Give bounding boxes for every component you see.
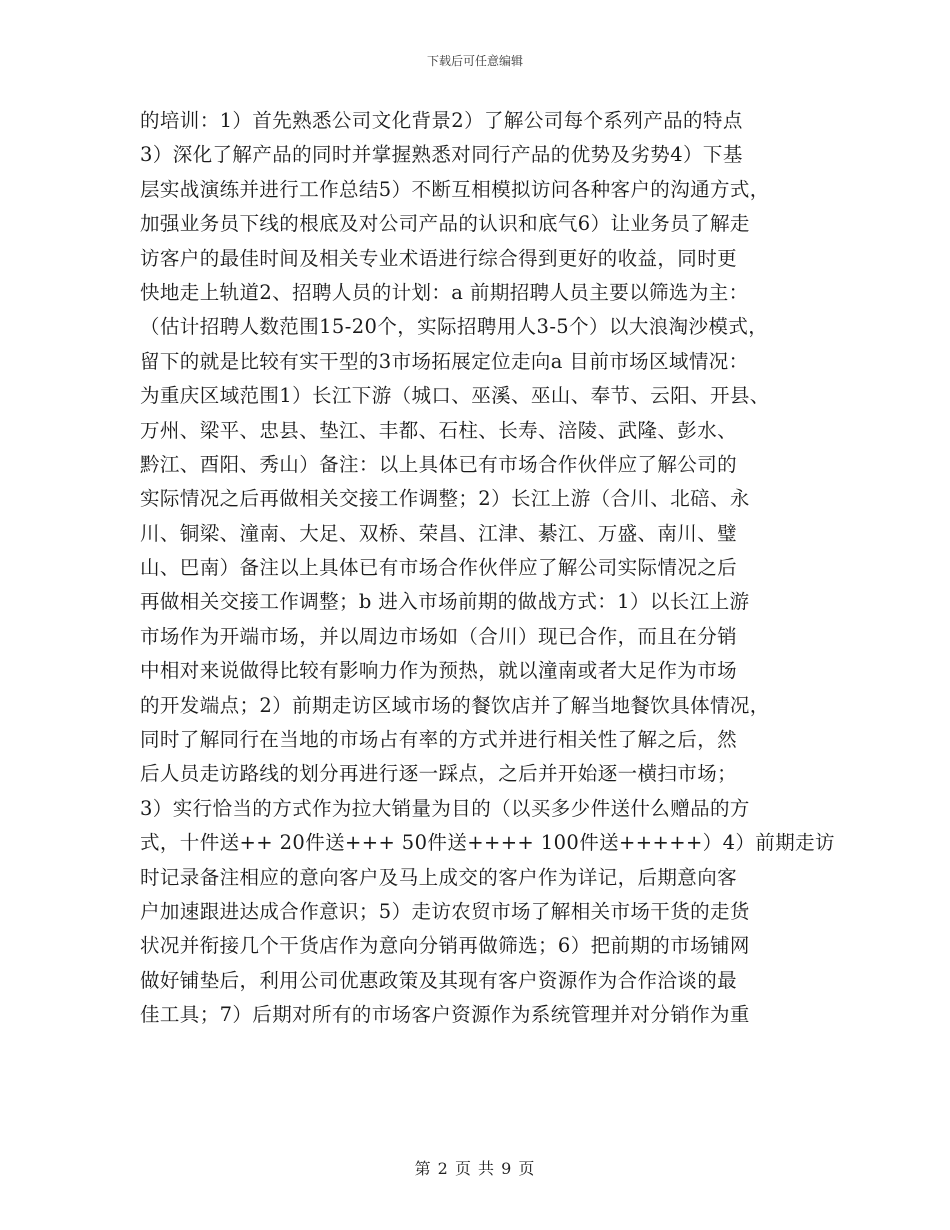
text-line: 状况并衔接几个干货店作为意向分销再做筛选；6）把前期的市场铺网 [140,934,750,958]
text-line: （估计招聘人数范围15-20个，实际招聘用人3-5个）以大浪淘沙模式， [140,315,769,339]
text-line: 佳工具；7）后期对所有的市场客户资源作为系统管理并对分销作为重 [140,1003,750,1027]
text-line: 时记录备注相应的意向客户及马上成交的客户作为详记，后期意向客 [140,865,738,889]
text-line: 3）实行恰当的方式作为拉大销量为目的（以买多少件送什么赠品的方 [140,796,750,820]
text-line: 中相对来说做得比较有影响力作为预热，就以潼南或者大足作为市场 [140,659,738,683]
text-line: 加强业务员下线的根底及对公司产品的认识和底气6）让业务员了解走 [140,212,750,236]
text-line: 做好铺垫后，利用公司优惠政策及其现有客户资源作为合作洽谈的最 [140,968,738,992]
text-line: 为重庆区域范围1）长江下游（城口、巫溪、巫山、奉节、云阳、开县、 [140,384,770,408]
text-line: 3）深化了解产品的同时并掌握熟悉对同行产品的优势及劣势4）下基 [140,143,743,167]
text-line: 黔江、酉阳、秀山）备注：以上具体已有市场合作伙伴应了解公司的 [140,452,738,476]
page-header: 下载后可任意编辑 [426,54,523,68]
text-line: 同时了解同行在当地的市场占有率的方式并进行相关性了解之后，然 [140,728,738,752]
text-line: 的开发端点；2）前期走访区域市场的餐饮店并了解当地餐饮具体情况， [140,693,770,717]
text-line: 访客户的最佳时间及相关专业术语进行综合得到更好的收益，同时更 [140,246,738,270]
document-body [140,104,835,1033]
page-number: 第 2 页 共 9 页 [414,1159,536,1178]
text-line: 户加速跟进达成合作意识；5）走访农贸市场了解相关市场干货的走货 [140,899,750,923]
text-line: 川、铜梁、潼南、大足、双桥、荣昌、江津、綦江、万盛、南川、璧 [140,521,738,545]
text-line: 后人员走访路线的划分再进行逐一踩点，之后并开始逐一横扫市场； [140,762,738,786]
text-line: 实际情况之后再做相关交接工作调整；2）长江上游（合川、北碚、永 [140,487,750,511]
text-line: 式，十件送++ 20件送+++ 50件送++++ 100件送+++++）4）前期走访 [140,831,835,855]
text-line: 山、巴南）备注以上具体已有市场合作伙伴应了解公司实际情况之后 [140,556,738,580]
text-line: 的培训：1）首先熟悉公司文化背景2）了解公司每个系列产品的特点 [140,109,743,132]
text-line: 层实战演练并进行工作总结5）不断互相模拟访问各种客户的沟通方式， [140,177,770,201]
text-line: 再做相关交接工作调整；b 进入市场前期的做战方式：1）以长江上游 [140,590,750,614]
text-line: 留下的就是比较有实干型的3市场拓展定位走向a 目前市场区域情况： [140,349,749,373]
text-line: 市场作为开端市场，并以周边市场如（合川）现已合作，而且在分销 [140,624,738,648]
text-line: 快地走上轨道2、招聘人员的计划：a 前期招聘人员主要以筛选为主： [140,280,749,304]
text-line: 万州、梁平、忠县、垫江、丰都、石柱、长寿、涪陵、武隆、彭水、 [140,418,738,442]
